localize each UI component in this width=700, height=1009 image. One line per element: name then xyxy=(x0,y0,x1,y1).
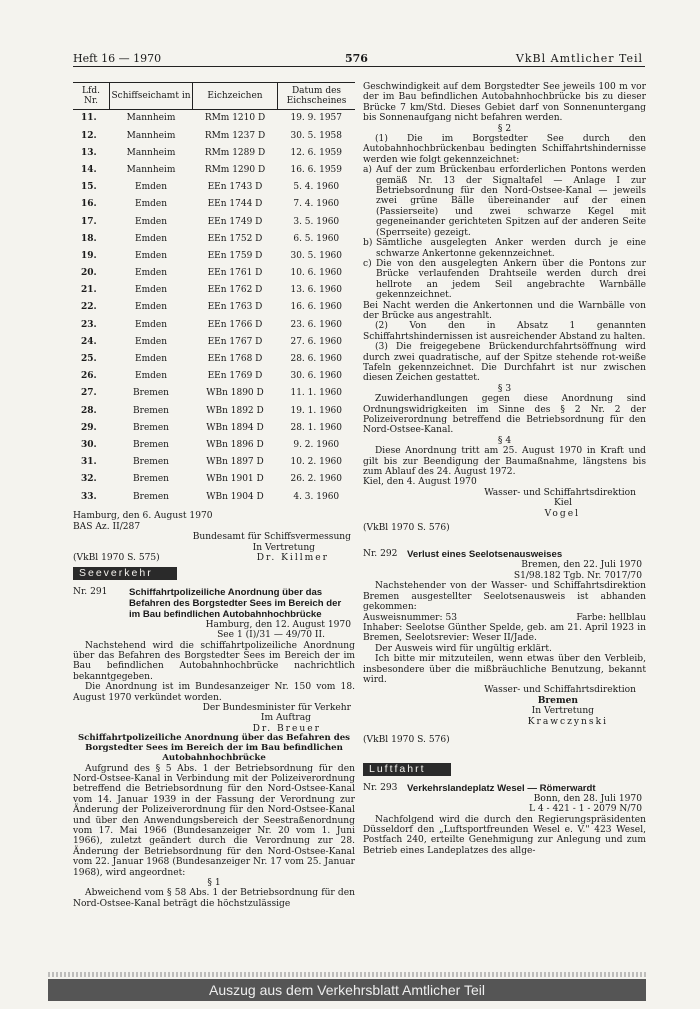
row-number: 29. xyxy=(81,422,97,433)
row-number: 25. xyxy=(81,354,97,365)
footer-text: Auszug aus dem Verkehrsblatt Amtlicher Teil xyxy=(209,982,485,998)
par2-item-a-key: a) xyxy=(363,165,372,176)
row-date: 10. 6. 1960 xyxy=(290,268,343,279)
row-date: 26. 2. 1960 xyxy=(290,474,343,485)
notice-291-par1-text: Abweichend vom § 58 Abs. 1 der Betriebsordnung für den Nord-Ostsee-Kanal beträgt die höchstzulässige xyxy=(73,888,355,909)
col-header-mark: Eichzeichen xyxy=(193,83,278,110)
row-office: Emden xyxy=(135,199,167,210)
page-header xyxy=(73,52,643,66)
row-number: 14. xyxy=(81,164,97,175)
row-date: 28. 1. 1960 xyxy=(290,422,343,433)
row-number: 18. xyxy=(81,233,97,244)
row-mark: WBn 1901 D xyxy=(206,474,264,485)
row-office: Mannheim xyxy=(126,147,176,158)
row-mark: EEn 1761 D xyxy=(207,268,263,279)
par2-item-a-text: Auf der zum Brückenbau erforderlichen Pontons werden gemäß Nr. 13 der Signaltafel — Anlage I zur Betriebsordnung für den Nord-Ostsee-Kanal — jeweils zwei grüne Bälle übereinander auf der einen (Passierseite) und zwei schwarze Kegel mit gegeneinander gerichteten Spitzen auf der anderen Seite (Sperrseite) gezeigt. xyxy=(376,165,646,238)
row-date: 4. 3. 1960 xyxy=(293,491,340,502)
footer-hatch xyxy=(48,972,646,977)
table-row xyxy=(73,454,355,471)
par2-item-c-text: Die von den ausgelegten Ankern über die Pontons zur Brücke verlaufenden Drahtseile werden durch drei hellrote an jedem Seil angebrachte Warnbälle gekennzeichnet. xyxy=(376,258,646,301)
row-number: 22. xyxy=(81,302,97,313)
notice-291-para2: Die Anordnung ist im Bundesanzeiger Nr. 150 vom 18. August 1970 verkündet worden. xyxy=(73,682,355,703)
table-row xyxy=(73,127,355,144)
notice-293-number: Nr. 293 xyxy=(363,782,398,793)
row-office: Bremen xyxy=(133,405,169,416)
par3-text: Zuwiderhandlungen gegen diese Anordnung sind Ordnungswidrigkeiten im Sinne des § 2 Nr. 2 der Polizeiverordnung betreffend die Betriebsordnung für den Nord-Ostsee-Kanal. xyxy=(363,394,646,436)
row-date: 19. 9. 1957 xyxy=(290,113,343,124)
table-row xyxy=(73,230,355,247)
signer-krawczynski: Krawczynski xyxy=(527,716,608,727)
notice-291-heading: Schiffahrtpolizeiliche Anordnung über das Befahren des Borgstedter Sees im Bereich der im Bau befindlichen Autobahnhochbrücke xyxy=(129,586,342,620)
notice-291-number: Nr. 291 xyxy=(73,586,108,597)
journal-label: VkBl Amtlicher Teil xyxy=(515,52,643,65)
row-mark: RMm 1289 D xyxy=(204,147,266,158)
row-date: 10. 2. 1960 xyxy=(290,457,343,468)
row-date: 30. 5. 1958 xyxy=(290,130,343,141)
par2-heading: § 2 xyxy=(497,123,512,134)
notice-292-ausweis: Ausweisnummer: 53 xyxy=(363,612,458,623)
notice-291-subtitle: Schiffahrtpolizeiliche Anordnung über das Befahren des Borgstedter Sees im Bereich der im Bau befindlichen Autobahnhochbrücke xyxy=(77,733,351,763)
vkbl-ref-575: (VkBl 1970 S. 575) xyxy=(73,552,160,563)
row-mark: EEn 1766 D xyxy=(207,319,263,330)
row-mark: WBn 1890 D xyxy=(206,388,264,399)
par2-night: Bei Nacht werden die Ankertonnen und die Warnbälle von der Brücke aus angestrahlt. xyxy=(363,300,646,321)
notice-292-request: Ich bitte mir mitzuteilen, wenn etwas über den Verbleib, insbesondere über die mißbräuchliche Benutzung, bekannt wird. xyxy=(363,654,646,685)
notice-292-farbe: Farbe: hellblau xyxy=(576,612,646,623)
notice-291-title xyxy=(73,587,355,620)
table-row xyxy=(73,144,355,161)
vkbl-ref-576a: (VkBl 1970 S. 576) xyxy=(363,523,450,534)
row-number: 16. xyxy=(81,199,97,210)
row-date: 11. 1. 1960 xyxy=(290,388,343,399)
row-number: 23. xyxy=(81,319,97,330)
row-date: 23. 6. 1960 xyxy=(290,319,343,330)
row-mark: WBn 1896 D xyxy=(206,439,264,450)
signer-killmer: Dr. Killmer xyxy=(256,552,329,563)
notice-292-inhaber: Inhaber: Seelotse Günther Spelde, geb. am 21. April 1923 in Bremen, Seelotsrevier: Weser II/Jade. xyxy=(363,622,646,644)
table-row xyxy=(73,488,355,505)
row-number: 30. xyxy=(81,439,97,450)
footer-banner xyxy=(48,979,646,1001)
row-number: 20. xyxy=(81,268,97,279)
row-office: Mannheim xyxy=(126,164,176,175)
row-office: Mannheim xyxy=(126,113,176,124)
section-luftfahrt: Luftfahrt xyxy=(363,763,451,775)
row-number: 32. xyxy=(81,474,97,485)
notice-293-place: Bonn, den 28. Juli 1970 xyxy=(533,793,642,804)
header-rule xyxy=(73,66,645,67)
table-row xyxy=(73,162,355,179)
row-date: 6. 5. 1960 xyxy=(293,233,340,244)
place-date: Hamburg, den 6. August 1970 xyxy=(73,511,213,522)
notice-291-place: Hamburg, den 12. August 1970 xyxy=(205,619,351,630)
row-number: 27. xyxy=(81,388,97,399)
row-date: 9. 2. 1960 xyxy=(293,439,340,450)
row-date: 13. 6. 1960 xyxy=(290,285,343,296)
notice-292-place: Bremen, den 22. Juli 1970 xyxy=(521,560,642,571)
notice-292-para1: Nachstehender von der Wasser- und Schiffahrtsdirektion Bremen ausgestellter Seelotsenausweis ist abhanden gekommen: xyxy=(363,581,646,613)
table-body xyxy=(73,110,355,506)
par3-heading: § 3 xyxy=(497,383,512,394)
notice-291-signer: Dr. Breuer xyxy=(252,723,321,734)
row-date: 12. 6. 1959 xyxy=(290,147,343,158)
par4-text: Diese Anordnung tritt am 25. August 1970 in Kraft und gilt bis zur Beendigung der Baumaßnahme, längstens bis zum Ablauf des 24. August 1972. xyxy=(363,446,646,478)
row-number: 26. xyxy=(81,371,97,382)
row-number: 19. xyxy=(81,250,97,261)
row-mark: EEn 1752 D xyxy=(207,233,263,244)
row-mark: WBn 1892 D xyxy=(206,405,264,416)
par2-item-c-key: c) xyxy=(363,258,372,269)
table-row xyxy=(73,299,355,316)
notice-292-heading: Verlust eines Seelotsenausweises xyxy=(407,549,563,561)
row-number: 13. xyxy=(81,147,97,158)
row-date: 30. 5. 1960 xyxy=(290,250,343,261)
notice-292-wsd: Wasser- und Schiffahrtsdirektion xyxy=(484,685,636,696)
row-date: 30. 6. 1960 xyxy=(290,371,343,382)
row-mark: EEn 1762 D xyxy=(207,285,263,296)
notice-291-para1: Nachstehend wird die schiffahrtpolizeiliche Anordnung über das Befahren des Borgstedter Sees im Bereich der im Bau befindlichen Autobahnhochbrücke nachrichtlich bekanntgegeben. xyxy=(73,640,355,682)
authority: Bundesamt für Schiffsvermessung xyxy=(192,532,351,543)
table-row xyxy=(73,368,355,385)
par2-item-b xyxy=(363,238,646,259)
table-row xyxy=(73,213,355,230)
notice-291-minister: Der Bundesminister für Verkehr xyxy=(202,703,351,713)
notice-293-heading: Verkehrslandeplatz Wesel — Römerwardt xyxy=(407,782,596,794)
reference-az: BAS Az. II/287 xyxy=(73,521,141,532)
row-number: 11. xyxy=(81,113,97,124)
row-mark: RMm 1237 D xyxy=(204,130,266,141)
notice-293-title xyxy=(363,783,646,794)
row-office: Emden xyxy=(135,319,167,330)
right-column xyxy=(363,82,646,856)
notice-292-number: Nr. 292 xyxy=(363,549,398,560)
page-number: 576 xyxy=(345,52,368,65)
kiel-label: Kiel xyxy=(554,498,572,509)
wsd-kiel: Wasser- und Schiffahrtsdirektion xyxy=(484,487,636,498)
par2-item-b-key: b) xyxy=(363,238,373,249)
notice-292-vertretung: In Vertretung xyxy=(531,706,594,717)
table-row xyxy=(73,179,355,196)
row-office: Bremen xyxy=(133,457,169,468)
par2-para2: (2) Von den in Absatz 1 genannten Schiffahrtshindernissen ist ausreichender Abstand zu halten. xyxy=(363,321,646,342)
table-row xyxy=(73,282,355,299)
notice-292-title xyxy=(363,549,646,560)
row-office: Emden xyxy=(135,302,167,313)
row-office: Bremen xyxy=(133,422,169,433)
table-row xyxy=(73,385,355,402)
row-mark: WBn 1904 D xyxy=(206,491,264,502)
row-office: Emden xyxy=(135,216,167,227)
row-date: 16. 6. 1960 xyxy=(290,302,343,313)
row-date: 7. 4. 1960 xyxy=(293,199,340,210)
par2-item-b-text: Sämtliche ausgelegten Anker werden durch je eine schwarze Ankertonne gekennzeichnet. xyxy=(376,238,646,259)
row-office: Mannheim xyxy=(126,130,176,141)
table-row xyxy=(73,333,355,350)
in-vertretung: In Vertretung xyxy=(252,542,315,553)
row-date: 28. 6. 1960 xyxy=(290,354,343,365)
speed-paragraph: Geschwindigkeit auf dem Borgstedter See jeweils 100 m vor der im Bau befindlichen Autobahnhochbrücke bis zu dieser Brücke 7 km/Std. Dieses Gebiet darf von Sonnenuntergang bis Sonnenaufgang nicht befahren werden. xyxy=(363,82,646,124)
col-header-office: Schiffseichamt in xyxy=(110,83,193,110)
table-row xyxy=(73,471,355,488)
col-header-nr: Lfd. Nr. xyxy=(73,83,110,110)
row-office: Bremen xyxy=(133,388,169,399)
row-number: 28. xyxy=(81,405,97,416)
issue-label: Heft 16 — 1970 xyxy=(73,52,162,65)
row-number: 17. xyxy=(81,216,97,227)
notice-291-par1: § 1 xyxy=(207,878,221,889)
table-row xyxy=(73,402,355,419)
notice-291-az: See 1 (I)/31 — 49/70 II. xyxy=(217,630,325,641)
notice-292-bremen: Bremen xyxy=(537,694,578,706)
par2-para3: (3) Die freigegebene Brückendurchfahrtsöffnung wird durch zwei quadratische, auf der Spitze stehende rot-weiße Tafeln gekennzeichnet. Die Durchfahrt ist nur zwischen diesen Zeichen gestattet. xyxy=(363,342,646,384)
table-row xyxy=(73,110,355,128)
row-office: Bremen xyxy=(133,474,169,485)
row-number: 33. xyxy=(81,491,97,502)
vkbl-ref-576b: (VkBl 1970 S. 576) xyxy=(363,734,450,745)
left-column xyxy=(73,82,355,909)
kiel-date: Kiel, den 4. August 1970 xyxy=(363,477,477,488)
row-office: Emden xyxy=(135,250,167,261)
notice-293-az: L 4 - 421 - 1 - 2079 N/70 xyxy=(528,804,642,815)
row-number: 12. xyxy=(81,130,97,141)
row-office: Emden xyxy=(135,371,167,382)
row-office: Emden xyxy=(135,285,167,296)
row-date: 27. 6. 1960 xyxy=(290,336,343,347)
par2-para1: (1) Die im Borgstedter See durch den Autobahnhochbrückenbau bedingten Schiffahrtshindernisse werden wie folgt gekennzeichnet: xyxy=(363,134,646,165)
row-date: 19. 1. 1960 xyxy=(290,405,343,416)
row-date: 5. 4. 1960 xyxy=(293,182,340,193)
row-office: Emden xyxy=(135,354,167,365)
notice-292-az: S1/98.182 Tgb. Nr. 7017/70 xyxy=(513,570,642,581)
row-mark: EEn 1744 D xyxy=(207,199,263,210)
row-date: 3. 5. 1960 xyxy=(293,216,340,227)
row-mark: EEn 1743 D xyxy=(207,182,263,193)
table-row xyxy=(73,265,355,282)
row-date: 16. 6. 1959 xyxy=(290,164,343,175)
row-number: 21. xyxy=(81,285,97,296)
row-mark: WBn 1897 D xyxy=(206,457,264,468)
calibration-table xyxy=(73,82,355,505)
row-office: Emden xyxy=(135,233,167,244)
par4-heading: § 4 xyxy=(497,435,512,446)
row-mark: RMm 1210 D xyxy=(204,113,266,124)
row-mark: EEn 1769 D xyxy=(207,371,263,382)
notice-293-para1: Nachfolgend wird die durch den Regierungspräsidenten Düsseldorf den „Luftsportfreunden Wesel e. V." 423 Wesel, Postfach 240, erteilte Genehmigung zur Anlegung und zum Betrieb eines Landeplatzes des allge- xyxy=(363,814,646,856)
row-number: 31. xyxy=(81,457,97,468)
table-row xyxy=(73,437,355,454)
col-header-date: Datum des Eichscheines xyxy=(278,83,356,110)
table-row xyxy=(73,196,355,213)
row-office: Bremen xyxy=(133,491,169,502)
table-row xyxy=(73,248,355,265)
row-number: 24. xyxy=(81,336,97,347)
notice-292-invalid: Der Ausweis wird für ungültig erklärt. xyxy=(375,643,552,654)
row-office: Emden xyxy=(135,182,167,193)
par2-item-c xyxy=(363,259,646,301)
row-office: Emden xyxy=(135,336,167,347)
notice-291-auftrag: Im Auftrag xyxy=(260,713,311,724)
section-seeverkehr: Seeverkehr xyxy=(73,567,177,579)
row-number: 15. xyxy=(81,182,97,193)
signer-vogel: Vogel xyxy=(544,508,580,519)
row-mark: EEn 1767 D xyxy=(207,336,263,347)
row-mark: EEn 1763 D xyxy=(207,302,263,313)
table-row xyxy=(73,316,355,333)
row-mark: RMm 1290 D xyxy=(204,164,266,175)
row-mark: WBn 1894 D xyxy=(206,422,264,433)
row-office: Emden xyxy=(135,268,167,279)
row-mark: EEn 1768 D xyxy=(207,354,263,365)
par2-item-a xyxy=(363,165,646,238)
row-office: Bremen xyxy=(133,439,169,450)
table-row xyxy=(73,351,355,368)
row-mark: EEn 1749 D xyxy=(207,216,263,227)
notice-291-intro: Aufgrund des § 5 Abs. 1 der Betriebsordnung für den Nord-Ostsee-Kanal in Verbindung mit der Polizeiverordnung betreffend die Betriebsordnung für den Nord-Ostsee-Kanal vom 14. Januar 1939 in der Fassung der Verordnung zur Änderung der Polizeiverordnung für den Nord-Ostsee-Kanal und über den Anwendungsbereich der Seestraßenordnung vom 17. Mai 1966 (Bundesanzeiger Nr. 20 vom 1. Juni 1966), zuletzt geändert durch die Verordnung zur 28. Änderung der Betriebsordnung für den Nord-Ostsee-Kanal vom 22. Januar 1968 (Bundesanzeiger Nr. 17 vom 25. Januar 1968), wird angeordnet: xyxy=(73,763,355,878)
row-mark: EEn 1759 D xyxy=(207,250,263,261)
table-row xyxy=(73,419,355,436)
